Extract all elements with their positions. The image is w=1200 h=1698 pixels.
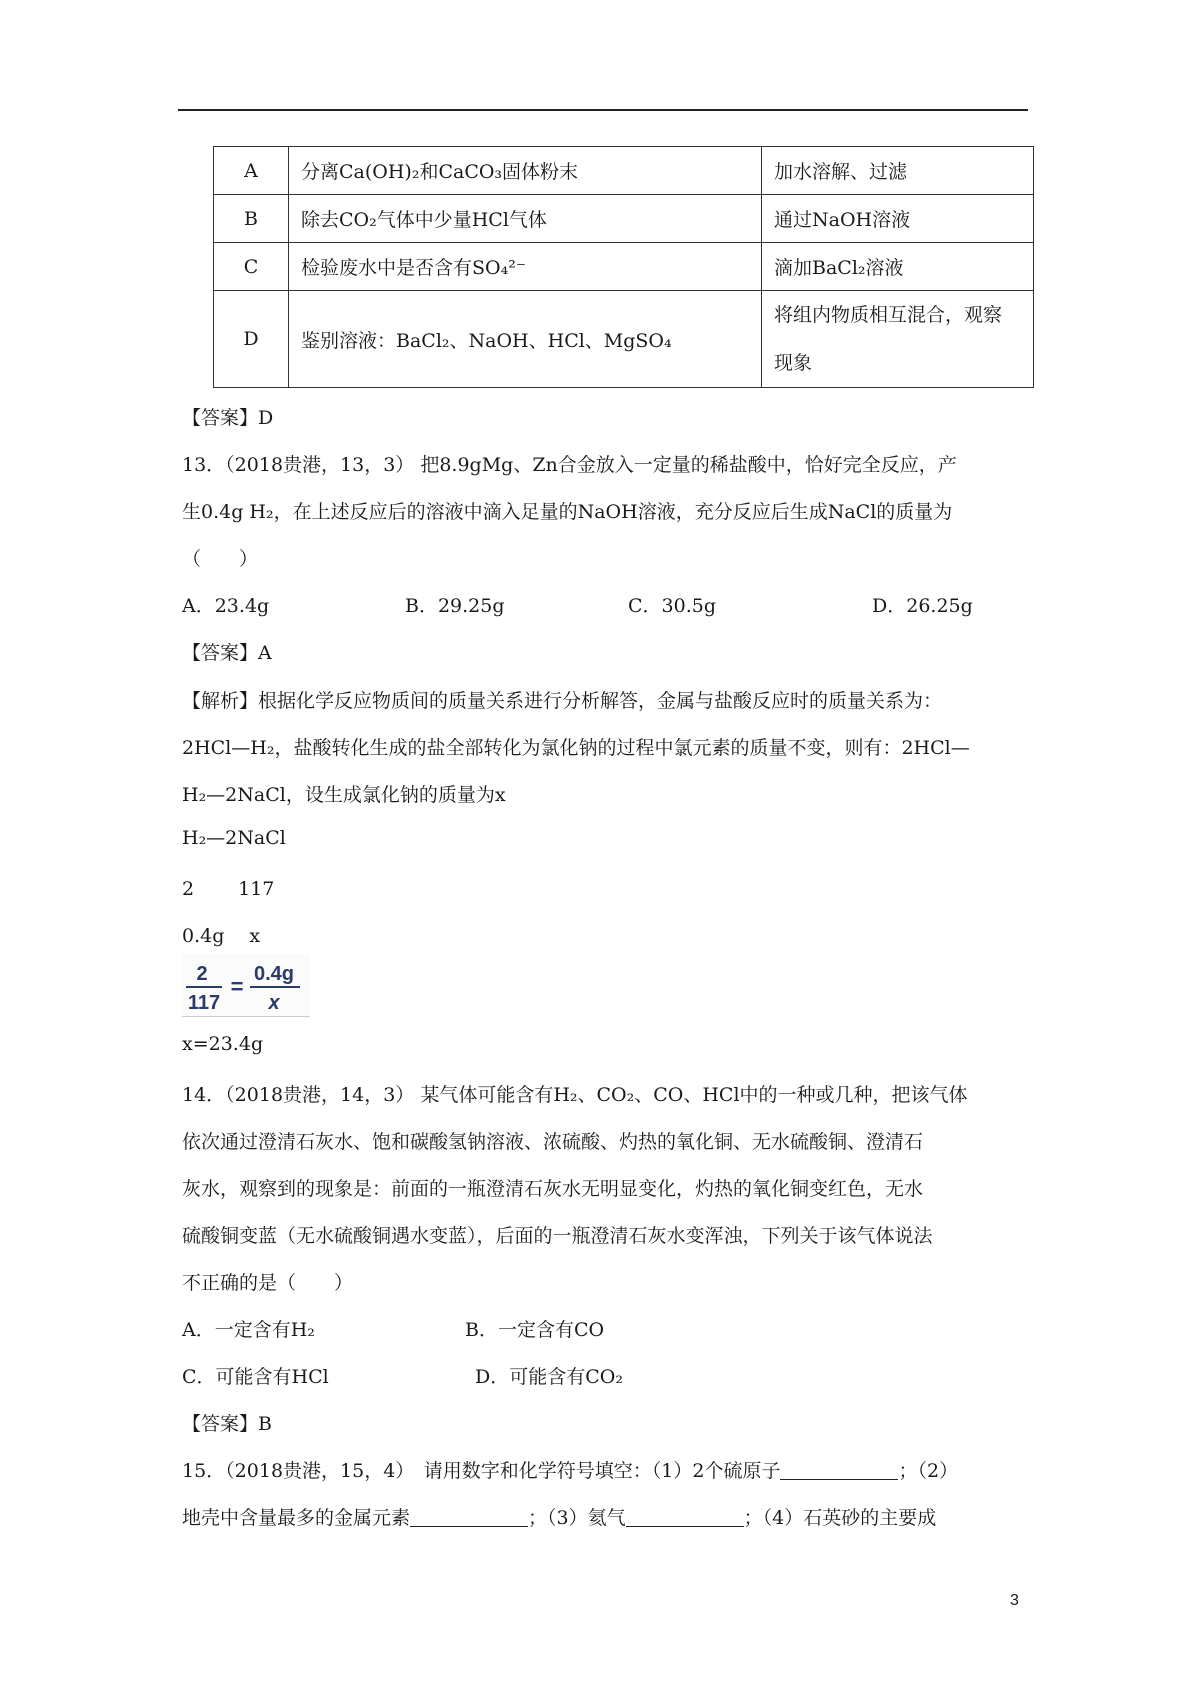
q12-answer: 【答案】D [182, 407, 274, 429]
q14-option-c: C．可能含有HCl [182, 1366, 329, 1388]
q13-analysis-line2: 2HCl—H₂，盐酸转化生成的盐全部转化为氯化钠的过程中氯元素的质量不变，则有：2HCl— [182, 737, 970, 759]
fraction-num-2: 0.4g [253, 963, 295, 985]
fraction-num-1: 2 [196, 963, 208, 985]
row-text: 鉴别溶液：BaCl₂、NaOH、HCl、MgSO₄ [289, 291, 762, 388]
answer-blank-2[interactable] [410, 1508, 528, 1527]
fraction-equation [182, 954, 310, 1016]
q13-line2: 生0.4g H₂，在上述反应后的溶液中滴入足量的NaOH溶液，充分反应后生成NaCl的质量为 [182, 501, 953, 523]
q13-analysis-line3: H₂—2NaCl，设生成氯化钠的质量为x [182, 784, 506, 806]
row-key: B [214, 195, 289, 243]
q13-calc-line1: H₂—2NaCl [182, 827, 286, 849]
row-key: C [214, 243, 289, 291]
q14-line1: 14．（2018贵港，14，3） 某气体可能含有H₂、CO₂、CO、HCl中的一种或几种，把该气体 [182, 1084, 968, 1106]
q15-line1-tail: ；（2） [898, 1460, 959, 1482]
options-table [213, 146, 1034, 388]
table-row [214, 195, 1034, 243]
q13-line3: （ ） [182, 548, 259, 570]
q15-line2-text-c: ；（4）石英砂的主要成 [743, 1507, 937, 1529]
header-rule [178, 109, 1028, 111]
q13-option-d: D．26.25g [872, 595, 973, 617]
row-method [762, 291, 1034, 388]
table-row [214, 243, 1034, 291]
q15-line1-text: 15．（2018贵港，15，4） 请用数字和化学符号填空：（1）2个硫原子 [182, 1460, 781, 1482]
row-method-line1: 将组内物质相互混合，观察 [774, 304, 1003, 326]
q13-calc-line3: 0.4g x [182, 925, 261, 947]
q14-option-b: B．一定含有CO [465, 1319, 605, 1341]
answer-blank-1[interactable] [780, 1461, 898, 1480]
row-key: D [214, 291, 289, 388]
q14-option-d: D．可能含有CO₂ [475, 1366, 623, 1388]
q13-line1: 13．（2018贵港，13，3） 把8.9gMg、Zn合金放入一定量的稀盐酸中，恰好完全反应，产 [182, 454, 957, 476]
q13-option-b: B．29.25g [405, 595, 505, 617]
q14-line5: 不正确的是（ ） [182, 1272, 354, 1294]
q15-line2-text-b: ；（3）氦气 [528, 1507, 626, 1529]
q14-line4: 硫酸铜变蓝（无水硫酸铜遇水变蓝），后面的一瓶澄清石灰水变浑浊，下列关于该气体说法 [182, 1225, 933, 1247]
answer-blank-3[interactable] [626, 1508, 744, 1527]
q15-line2-text-a: 地壳中含量最多的金属元素 [182, 1507, 411, 1529]
q15-line1 [182, 1456, 958, 1483]
row-method: 滴加BaCl₂溶液 [762, 243, 1034, 291]
fraction-den-1: 117 [187, 992, 221, 1014]
q13-answer: 【答案】A [182, 642, 272, 664]
q13-analysis-line1: 【解析】根据化学反应物质间的质量关系进行分析解答，金属与盐酸反应时的质量关系为： [182, 690, 943, 712]
row-text: 分离Ca(OH)₂和CaCO₃固体粉末 [289, 147, 762, 195]
q14-option-a: A．一定含有H₂ [182, 1319, 315, 1341]
fraction-equation-image [182, 954, 310, 1017]
row-method: 通过NaOH溶液 [762, 195, 1034, 243]
q13-option-c: C．30.5g [628, 595, 717, 617]
q14-line2: 依次通过澄清石灰水、饱和碳酸氢钠溶液、浓硫酸、灼热的氧化铜、无水硫酸铜、澄清石 [182, 1131, 924, 1153]
fraction-den-2: x [268, 992, 280, 1014]
row-key: A [214, 147, 289, 195]
fraction-equals: = [230, 974, 244, 999]
q14-line3: 灰水，观察到的现象是：前面的一瓶澄清石灰水无明显变化，灼热的氧化铜变红色，无水 [182, 1178, 924, 1200]
row-method: 加水溶解、过滤 [762, 147, 1034, 195]
q15-line2 [182, 1503, 936, 1530]
row-text: 检验废水中是否含有SO₄²⁻ [289, 243, 762, 291]
page-number: 3 [1010, 1592, 1019, 1609]
row-method-line2: 现象 [774, 352, 813, 374]
row-text: 除去CO₂气体中少量HCl气体 [289, 195, 762, 243]
q14-answer: 【答案】B [182, 1413, 272, 1435]
q13-calc-line2: 2 117 [182, 878, 275, 900]
table-row [214, 147, 1034, 195]
table-row [214, 291, 1034, 388]
q13-result: x=23.4g [182, 1033, 264, 1055]
q13-option-a: A．23.4g [182, 595, 270, 617]
